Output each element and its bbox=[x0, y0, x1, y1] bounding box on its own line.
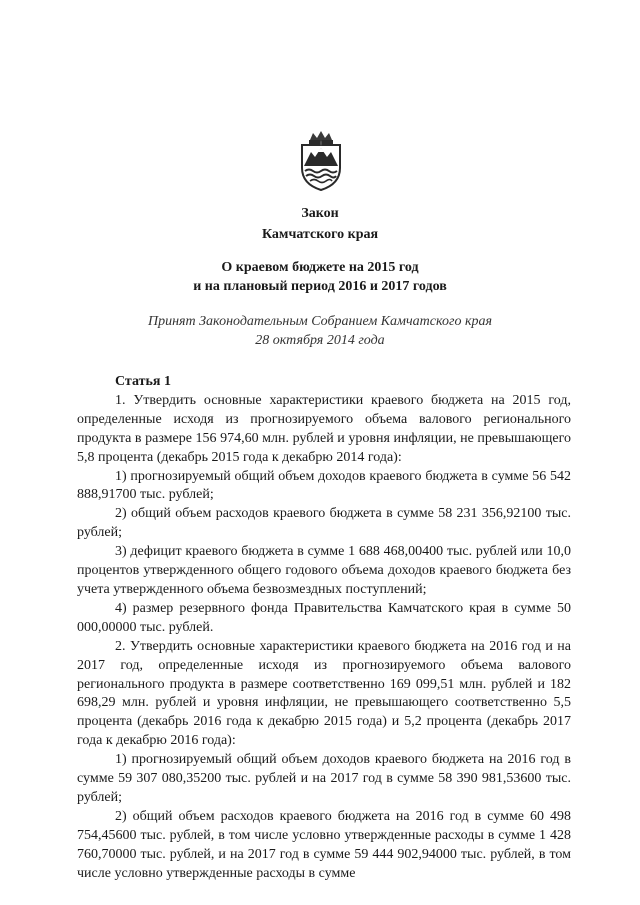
document-subject-line1: О краевом бюджете на 2015 год bbox=[221, 260, 419, 275]
adopted-line1: Принят Законодательным Собранием Камчатского края bbox=[147, 314, 493, 329]
paragraph: 1) прогнозируемый общий объем доходов краевого бюджета на 2016 год в сумме 59 307 080,35200 тыс. рублей и на 2017 год в сумме 58 390 981,53600 тыс. рублей; bbox=[77, 752, 571, 805]
paragraph: 2) общий объем расходов краевого бюджета в сумме 58 231 356,92100 тыс. рублей; bbox=[77, 506, 571, 541]
article-body bbox=[77, 373, 571, 883]
document-subject-line2: и на плановый период 2016 и 2017 годов bbox=[193, 279, 447, 294]
adopted-date: 28 октября 2014 года bbox=[255, 333, 385, 348]
kamchatka-coat-of-arms-icon bbox=[296, 130, 346, 192]
document-title: Закон bbox=[301, 206, 339, 221]
paragraph: 2) общий объем расходов краевого бюджета на 2016 год в сумме 60 498 754,45600 тыс. рублей, в том числе условно утвержденные расходы в сумме 1 428 760,70000 тыс. рублей, и на 2017 год в сумме 59 444 902,94000 тыс. рублей, в том числе условно утвержденные расходы в сумме bbox=[77, 808, 571, 881]
document-region: Камчатского края bbox=[261, 227, 379, 242]
paragraph: 3) дефицит краевого бюджета в сумме 1 688 468,00400 тыс. рублей или 10,0 процентов утвержденного общего годового объема доходов краевого бюджета без учета утвержденного объема безвозмездных поступлений; bbox=[77, 544, 571, 597]
paragraph: 1) прогнозируемый общий объем доходов краевого бюджета в сумме 56 542 888,91700 тыс. рублей; bbox=[77, 468, 571, 503]
paragraph: 4) размер резервного фонда Правительства Камчатского края в сумме 50 000,00000 тыс. рублей. bbox=[77, 600, 571, 635]
article-heading: Статья 1 bbox=[115, 374, 171, 389]
paragraph: 1. Утвердить основные характеристики краевого бюджета на 2015 год, определенные исходя из прогнозируемого объема валового регионального продукта в размере 156 974,60 млн. рублей и уровня инфляции, не превышающего 5,8 процента (декабрь 2015 года к декабрю 2014 года): bbox=[77, 392, 571, 465]
paragraph: 2. Утвердить основные характеристики краевого бюджета на 2016 год и на 2017 год, определенные исходя из прогнозируемого объема валового регионального продукта в размере соответственно 169 099,51 млн. рублей и 182 698,29 млн. рублей и уровня инфляции, не превышающего соответственно 5,5 процента (декабрь 2016 года к декабрю 2015 года) и 5,2 процента (декабрь 2017 года к декабрю 2016 года): bbox=[77, 638, 571, 749]
